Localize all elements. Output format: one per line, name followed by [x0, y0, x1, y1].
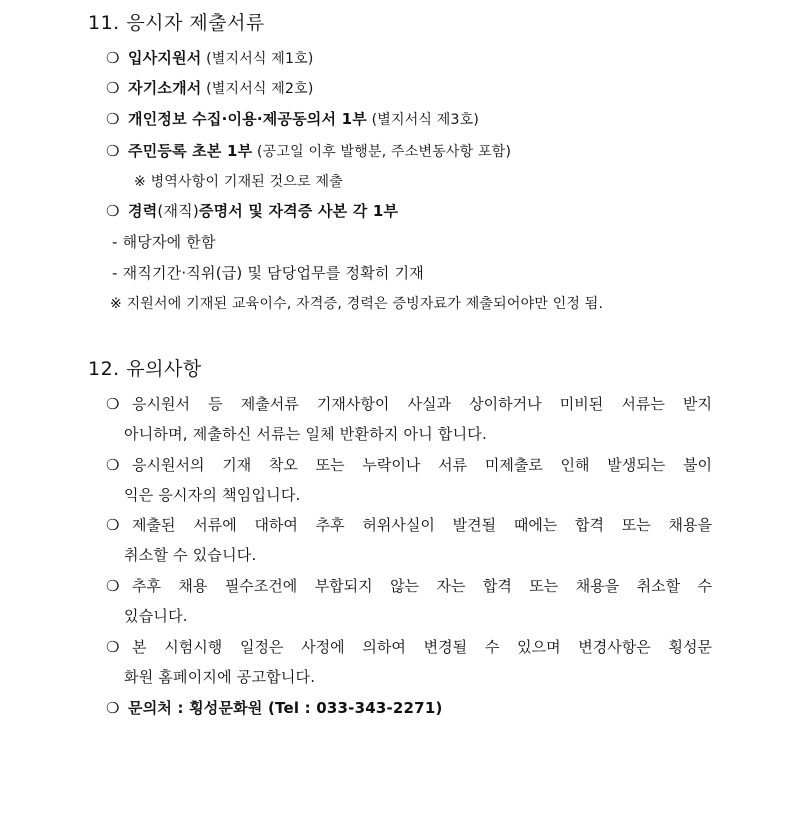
notice-5-line-2: 화원 홈페이지에 공고합니다. [124, 668, 316, 686]
circle-bullet-icon: ❍ [106, 456, 120, 474]
circle-bullet-icon: ❍ [106, 395, 120, 413]
notice-1-line-2: 아니하며, 제출하신 서류는 일체 반환하지 아니 합니다. [124, 425, 487, 443]
contact-text: 문의처 : 횡성문화원 (Tel : 033-343-2271) [128, 699, 443, 717]
notice-2-line-2: 익은 응시자의 책임입니다. [124, 486, 301, 504]
circle-bullet-icon: ❍ [106, 110, 120, 128]
section-12-title: 12. 유의사항 [88, 358, 202, 380]
circle-bullet-icon: ❍ [106, 577, 120, 595]
circle-bullet-icon: ❍ [106, 142, 120, 160]
military-note: ※ 병역사항이 기재된 것으로 제출 [134, 174, 343, 190]
notice-2-line-1: 응시원서의 기재 착오 또는 누락이나 서류 미제출로 인해 발생되는 불이 [132, 456, 712, 474]
circle-bullet-icon: ❍ [106, 638, 120, 656]
list-item: ❍ 주민등록 초본 1부 (공고일 이후 발행분, 주소변동사항 포함) [106, 142, 512, 160]
dash-item: - 해당자에 한함 [112, 233, 216, 251]
notice-3-line-2: 취소할 수 있습니다. [124, 546, 257, 564]
notice-4-line-1: 추후 채용 필수조건에 부합되지 않는 자는 합격 또는 채용을 취소할 수 [132, 577, 712, 595]
circle-bullet-icon: ❍ [106, 79, 120, 97]
circle-bullet-icon: ❍ [106, 49, 120, 67]
dash-item: - 재직기간·직위(급) 및 담당업무를 정확히 기재 [112, 264, 424, 282]
notice-4-line-2: 있습니다. [124, 607, 188, 625]
notice-5-line-1: 본 시험시행 일정은 사정에 의하여 변경될 수 있으며 변경사항은 횡성문 [132, 638, 712, 656]
list-item: ❍ 경력(재직)증명서 및 자격증 사본 각 1부 [106, 202, 399, 220]
list-item: ❍ 입사지원서 (별지서식 제1호) [106, 49, 314, 67]
contact-info [106, 698, 443, 718]
section-11-title: 11. 응시자 제출서류 [88, 12, 265, 34]
circle-bullet-icon: ❍ [106, 516, 120, 534]
notice-3-line-1: 제출된 서류에 대하여 추후 허위사실이 발견될 때에는 합격 또는 채용을 [132, 516, 712, 534]
final-note: ※ 지원서에 기재된 교육이수, 자격증, 경력은 증빙자료가 제출되어야만 인정 됨. [110, 296, 604, 312]
circle-bullet-icon: ❍ [106, 202, 120, 220]
list-item: ❍ 개인정보 수집·이용·제공동의서 1부 (별지서식 제3호) [106, 110, 480, 128]
circle-bullet-icon: ❍ [106, 699, 120, 717]
list-item: ❍ 자기소개서 (별지서식 제2호) [106, 79, 314, 97]
notice-1-line-1: 응시원서 등 제출서류 기재사항이 사실과 상이하거나 미비된 서류는 받지 [132, 395, 712, 413]
